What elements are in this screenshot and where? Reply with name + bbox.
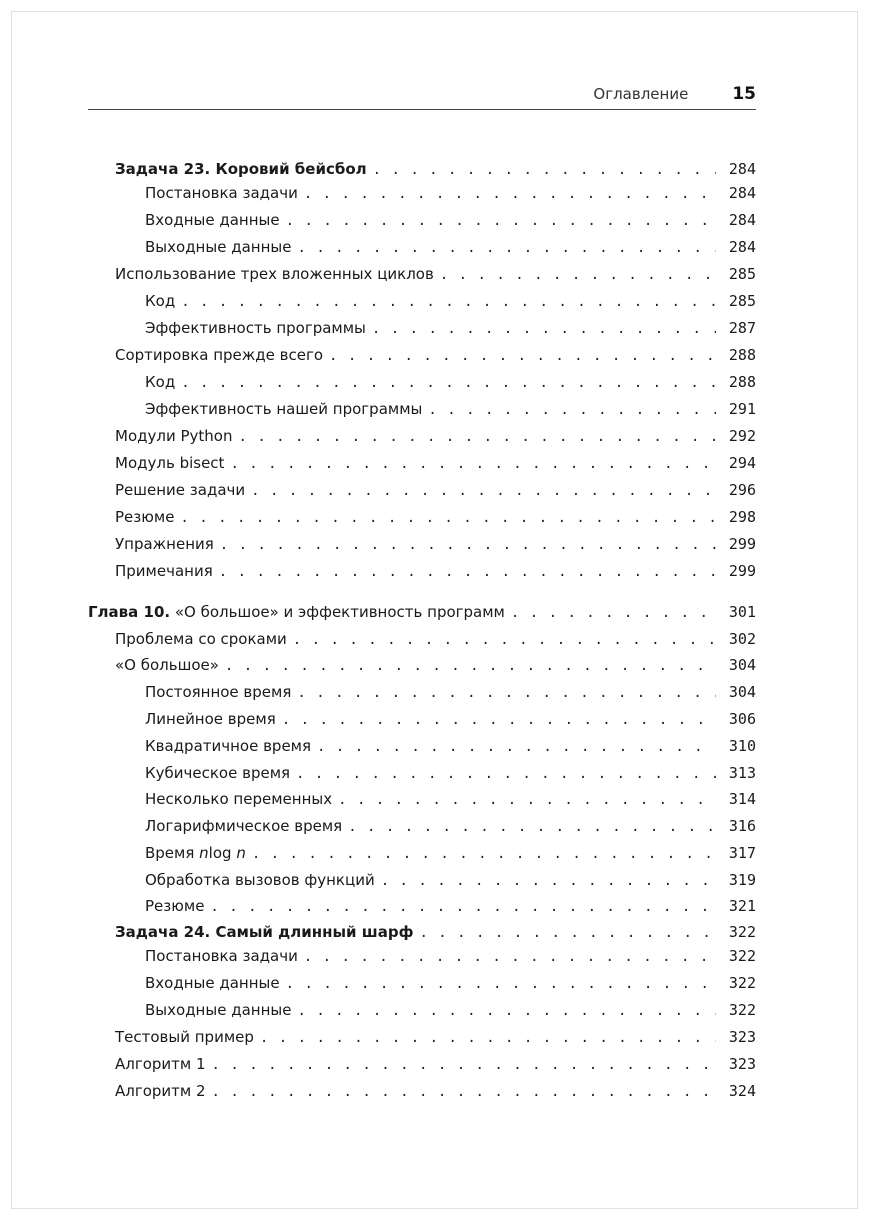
toc-entry-page: 304 [728, 656, 756, 674]
toc-entry[interactable] [0, 788, 756, 810]
title-part: log [208, 844, 237, 862]
toc-entry-page: 313 [728, 764, 756, 782]
toc-entry[interactable] [0, 452, 756, 474]
chapter-title: «О большое» и эффективность программ [174, 603, 505, 621]
title-italic-n: n [199, 844, 209, 862]
toc-entry-page: 322 [728, 974, 756, 992]
toc-entry-title: Использование трех вложенных циклов [115, 263, 440, 285]
toc-entry[interactable] [0, 344, 756, 366]
toc-entry-title: Проблема со сроками [115, 628, 293, 650]
toc-entry-page: 287 [728, 319, 756, 337]
toc-entry-page: 298 [728, 508, 756, 526]
toc-entry-title: Несколько переменных [145, 788, 338, 810]
toc-entry-page: 284 [728, 238, 756, 256]
toc-entry[interactable] [0, 290, 756, 312]
dot-leader [372, 318, 716, 340]
toc-entry-title: Постоянное время [145, 681, 297, 703]
dot-leader [297, 682, 716, 704]
dot-leader [419, 922, 716, 944]
toc-entry[interactable] [0, 654, 756, 676]
dot-leader [428, 399, 716, 421]
toc-entry-page: 296 [728, 481, 756, 499]
toc-entry-page: 321 [728, 897, 756, 915]
toc-entry-title: Выходные данные [145, 236, 297, 258]
dot-leader [225, 655, 716, 677]
toc-entry-title: Резюме [145, 895, 210, 917]
dot-leader [297, 237, 716, 259]
toc-entry-page: 323 [728, 1028, 756, 1046]
dot-leader [251, 480, 716, 502]
toc-entry[interactable] [0, 1080, 756, 1102]
dot-leader [260, 1027, 716, 1049]
toc-entry-page: 310 [728, 737, 756, 755]
toc-entry[interactable] [0, 533, 756, 555]
toc-entry[interactable] [0, 762, 756, 784]
toc-entry-chapter-10[interactable] [0, 601, 756, 623]
toc-entry-page: 322 [728, 947, 756, 965]
toc-entry[interactable] [0, 999, 756, 1021]
dot-leader [338, 789, 716, 811]
dot-leader [212, 1081, 716, 1103]
dot-leader [373, 159, 716, 181]
toc-entry-page: 322 [728, 1001, 756, 1019]
toc-entry[interactable] [0, 628, 756, 650]
toc-entry-problem-23[interactable] [0, 158, 756, 180]
toc-entry-title: Задача 23. Коровий бейсбол [115, 158, 373, 180]
title-part: Время [145, 844, 200, 862]
toc-entry[interactable] [0, 560, 756, 582]
toc-entry[interactable] [0, 708, 756, 730]
toc-entry-title: Решение задачи [115, 479, 251, 501]
toc-entry[interactable] [0, 371, 756, 393]
toc-entry-page: 314 [728, 790, 756, 808]
toc-entry-page: 316 [728, 817, 756, 835]
toc-entry-page: 284 [728, 160, 756, 178]
toc-entry-page: 299 [728, 562, 756, 580]
dot-leader [297, 1000, 716, 1022]
toc-entry-title: Алгоритм 1 [115, 1053, 212, 1075]
toc-entry-title: Сортировка прежде всего [115, 344, 329, 366]
dot-leader [238, 426, 716, 448]
toc-entry-title: Обработка вызовов функций [145, 869, 381, 891]
toc-entry[interactable] [0, 1026, 756, 1048]
toc-entry-title: Тестовый пример [115, 1026, 260, 1048]
toc-entry[interactable] [0, 895, 756, 917]
toc-entry[interactable] [0, 972, 756, 994]
toc-entry-title: Входные данные [145, 972, 286, 994]
toc-entry[interactable] [0, 945, 756, 967]
dot-leader [304, 183, 716, 205]
toc-entry-page: 301 [728, 603, 756, 621]
toc-entry-page: 319 [728, 871, 756, 889]
dot-leader [181, 372, 716, 394]
dot-leader [220, 534, 716, 556]
toc-entry-page: 306 [728, 710, 756, 728]
toc-entry[interactable] [0, 1053, 756, 1075]
toc-entry[interactable] [0, 425, 756, 447]
dot-leader [317, 736, 716, 758]
toc-entry[interactable] [0, 681, 756, 703]
toc-entry-page: 294 [728, 454, 756, 472]
toc-entry-title: Линейное время [145, 708, 282, 730]
dot-leader [210, 896, 716, 918]
toc-entry[interactable] [0, 506, 756, 528]
dot-leader [219, 561, 716, 583]
running-head-title: Оглавление [593, 85, 689, 103]
toc-entry-title: Резюме [115, 506, 180, 528]
toc-entry-title: Упражнения [115, 533, 220, 555]
toc-entry-title: Код [145, 290, 181, 312]
toc-entry-page: 304 [728, 683, 756, 701]
chapter-label: Глава 10. [88, 603, 171, 621]
toc-entry-page: 285 [728, 292, 756, 310]
toc-entry[interactable] [0, 479, 756, 501]
toc-entry-title: Модуль bisect [115, 452, 230, 474]
dot-leader [329, 345, 716, 367]
dot-leader [252, 843, 716, 865]
dot-leader [181, 291, 716, 313]
toc-entry-title: Алгоритм 2 [115, 1080, 212, 1102]
toc-entry[interactable] [0, 815, 756, 837]
dot-leader [440, 264, 716, 286]
toc-entry-title: Входные данные [145, 209, 286, 231]
toc-entry-title [145, 842, 252, 864]
toc-entry[interactable] [0, 398, 756, 420]
dot-leader [511, 602, 716, 624]
toc-entry-page: 285 [728, 265, 756, 283]
toc-entry-title: Постановка задачи [145, 182, 304, 204]
dot-leader [286, 973, 716, 995]
toc-entry-title: Эффективность программы [145, 317, 372, 339]
toc-entry-page: 324 [728, 1082, 756, 1100]
toc-entry[interactable] [0, 182, 756, 204]
toc-entry-title: Эффективность нашей программы [145, 398, 428, 420]
toc-entry-title: Квадратичное время [145, 735, 317, 757]
dot-leader [282, 709, 716, 731]
toc-entry[interactable] [0, 869, 756, 891]
toc-entry-page: 299 [728, 535, 756, 553]
toc-entry-page: 288 [728, 346, 756, 364]
toc-entry-page: 317 [728, 844, 756, 862]
toc-entry-title: Код [145, 371, 181, 393]
toc-entry-page: 284 [728, 184, 756, 202]
toc-entry-page: 322 [728, 923, 756, 941]
toc-entry[interactable] [0, 236, 756, 258]
toc-entry-title: Примечания [115, 560, 219, 582]
toc-entry-page: 291 [728, 400, 756, 418]
dot-leader [348, 816, 716, 838]
dot-leader [230, 453, 716, 475]
toc-entry[interactable] [0, 317, 756, 339]
toc-entry-page: 292 [728, 427, 756, 445]
toc-entry-title: Постановка задачи [145, 945, 304, 967]
toc-entry-nlogn[interactable] [0, 842, 756, 864]
toc-entry[interactable] [0, 209, 756, 231]
title-italic-n: n [236, 844, 246, 862]
toc-entry-page: 323 [728, 1055, 756, 1073]
toc-entry[interactable] [0, 263, 756, 285]
page-number: 15 [732, 84, 756, 104]
toc-entry-title [88, 601, 511, 623]
toc-entry-page: 302 [728, 630, 756, 648]
toc-entry-page: 288 [728, 373, 756, 391]
dot-leader [381, 870, 716, 892]
toc-entry-title: Задача 24. Самый длинный шарф [115, 921, 419, 943]
toc-entry-title: Выходные данные [145, 999, 297, 1021]
dot-leader [286, 210, 716, 232]
dot-leader [212, 1054, 716, 1076]
dot-leader [296, 763, 716, 785]
toc-entry-title: Кубическое время [145, 762, 296, 784]
toc-entry-title: «О большое» [115, 654, 225, 676]
dot-leader [293, 629, 716, 651]
dot-leader [304, 946, 716, 968]
toc-entry[interactable] [0, 735, 756, 757]
dot-leader [180, 507, 716, 529]
toc-entry-title: Модули Python [115, 425, 238, 447]
toc-entry-problem-24[interactable] [0, 921, 756, 943]
toc-entry-page: 284 [728, 211, 756, 229]
toc-entry-title: Логарифмическое время [145, 815, 348, 837]
